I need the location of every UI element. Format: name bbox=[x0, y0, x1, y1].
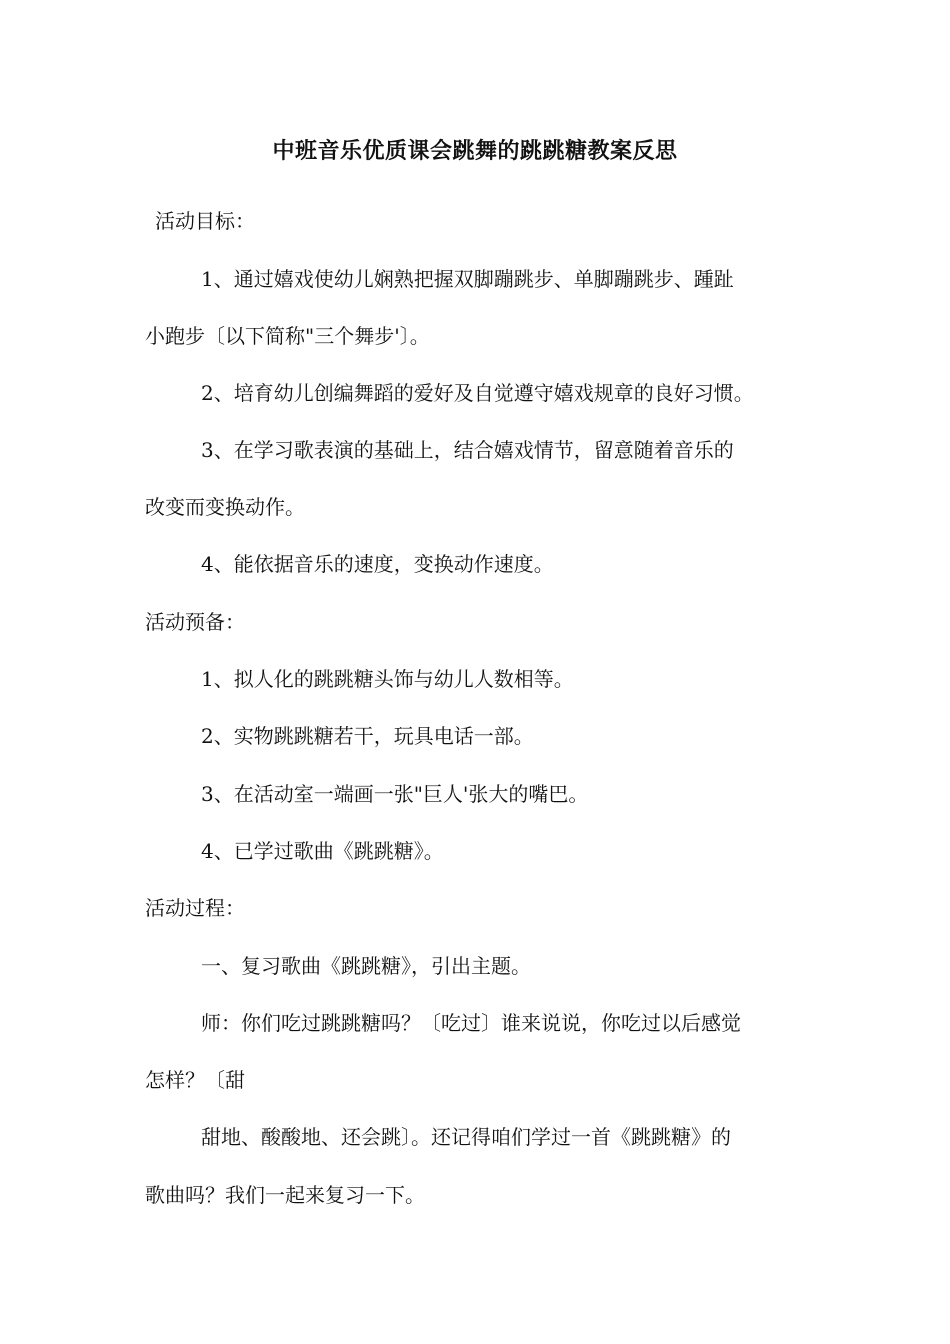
paragraph-line: 小跑步〔以下简称"三个舞步'〕。 bbox=[145, 324, 430, 348]
document-title: 中班音乐优质课会跳舞的跳跳糖教案反思 bbox=[272, 138, 678, 164]
paragraph-line: 甜地、酸酸地、还会跳〕。还记得咱们学过一首《跳跳糖》的 bbox=[201, 1125, 731, 1149]
paragraph-line: 3、在学习歌表演的基础上，结合嬉戏情节，留意随着音乐的 bbox=[201, 438, 734, 462]
paragraph-line: 改变而变换动作。 bbox=[145, 495, 305, 519]
paragraph-line: 4、已学过歌曲《跳跳糖》。 bbox=[201, 839, 444, 863]
paragraph-line: 1、通过嬉戏使幼儿娴熟把握双脚蹦跳步、单脚蹦跳步、踵趾 bbox=[201, 267, 734, 291]
paragraph-line: 1、拟人化的跳跳糖头饰与幼儿人数相等。 bbox=[201, 667, 574, 691]
paragraph-line: 2、实物跳跳糖若干，玩具电话一部。 bbox=[201, 724, 534, 748]
paragraph-line: 4、能依据音乐的速度，变换动作速度。 bbox=[201, 552, 554, 576]
paragraph-line: 3、在活动室一端画一张"巨人'张大的嘴巴。 bbox=[201, 782, 589, 806]
paragraph-line: 一、复习歌曲《跳跳糖》，引出主题。 bbox=[201, 954, 531, 978]
paragraph-line: 师：你们吃过跳跳糖吗？〔吃过〕谁来说说，你吃过以后感觉 bbox=[201, 1011, 741, 1035]
paragraph-line: 怎样？〔甜 bbox=[145, 1068, 245, 1092]
section-heading-objectives: 活动目标： bbox=[155, 209, 255, 233]
section-heading-preparation: 活动预备： bbox=[145, 610, 245, 634]
section-heading-process: 活动过程： bbox=[145, 896, 245, 920]
paragraph-line: 2、培育幼儿创编舞蹈的爱好及自觉遵守嬉戏规章的良好习惯。 bbox=[201, 381, 754, 405]
paragraph-line: 歌曲吗？我们一起来复习一下。 bbox=[145, 1183, 425, 1207]
